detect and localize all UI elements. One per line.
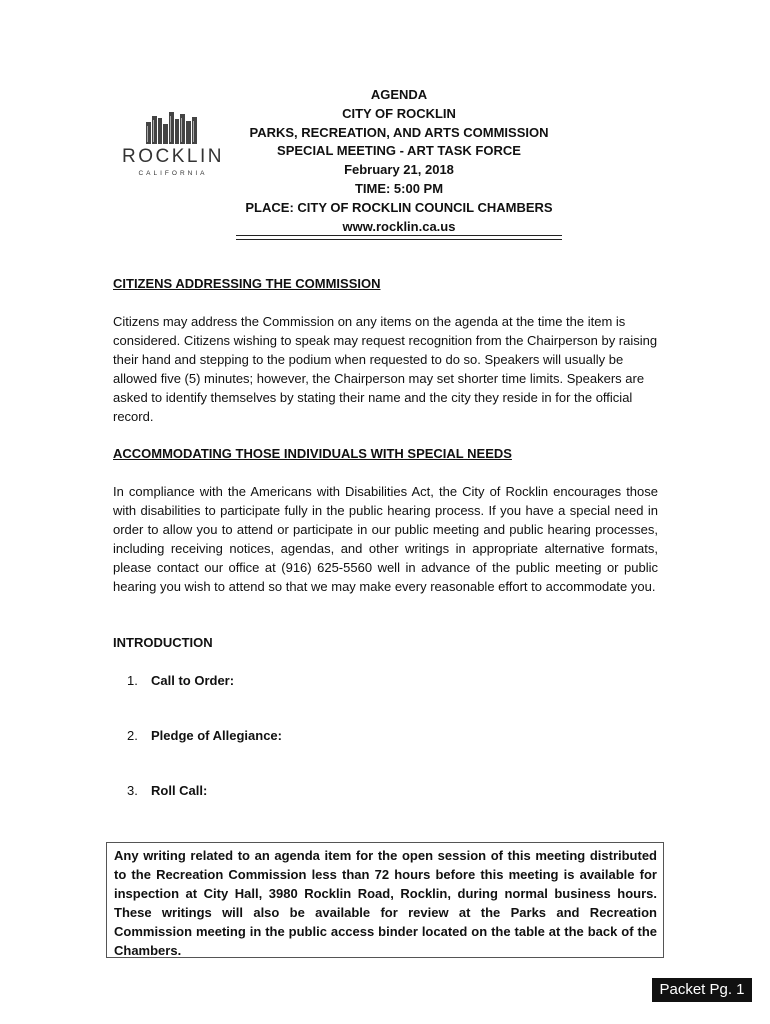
- meeting-place: PLACE: CITY OF ROCKLIN COUNCIL CHAMBERS: [245, 199, 553, 215]
- item-number: 3.: [127, 783, 138, 798]
- citizens-paragraph: Citizens may address the Commission on any items on the agenda at the time the item is considered. Citizens wishing to speak may request recognition from the Chairperson by raising their hand and stepping to the podium when requested to do so. Speakers will usually be allowed five (5) minutes; however, the Chairperson may set shorter time limits. Speakers are asked to identify themselves by stating their name and the city they reside in for the official record.: [113, 314, 658, 425]
- logo-subtitle: CALIFORNIA: [138, 170, 208, 177]
- item-number: 2.: [127, 728, 138, 743]
- agenda-header: [236, 86, 562, 236]
- public-records-notice: Any writing related to an agenda item for the open session of this meeting distributed to the Recreation Commission less than 72 hours before this meeting is available for inspection at City Hall, 3980 Rocklin Road, Rocklin, during normal business hours. These writings will also be available for review at the Parks and Recreation Commission meeting in the public access binder located on the table at the back of the Chambers.: [106, 842, 664, 958]
- website-link[interactable]: www.rocklin.ca.us: [342, 218, 456, 234]
- header-divider: [236, 235, 562, 236]
- agenda-item: [127, 728, 282, 743]
- meeting-date: February 21, 2018: [344, 162, 454, 178]
- item-number: 1.: [127, 673, 138, 688]
- agenda-item: [127, 673, 234, 688]
- city-name: CITY OF ROCKLIN: [342, 105, 456, 121]
- city-skyline-icon: [146, 110, 200, 144]
- item-label: Roll Call:: [151, 783, 208, 798]
- packet-page-badge: Packet Pg. 1: [652, 978, 752, 1002]
- item-label: Pledge of Allegiance:: [151, 728, 282, 743]
- special-needs-paragraph: In compliance with the Americans with Disabilities Act, the City of Rocklin encourages those with disabilities to participate fully in the public hearing process. If you have a special need in order to allow you to attend or participate in our public meeting and public hearing processes, including receiving notices, agendas, and other writings in appropriate alternative formats, please contact our office at (916) 625-5560 well in advance of the public meeting or public hearing you wish to attend so that we may make every reasonable effort to accommodate you.: [113, 484, 658, 595]
- item-label: Call to Order:: [151, 673, 235, 688]
- meeting-type: SPECIAL MEETING - ART TASK FORCE: [277, 143, 521, 159]
- logo-wordmark: ROCKLIN: [122, 146, 224, 167]
- agenda-item: [127, 783, 207, 798]
- special-needs-heading: ACCOMMODATING THOSE INDIVIDUALS WITH SPECIAL NEEDS: [113, 446, 512, 461]
- introduction-heading: INTRODUCTION: [113, 635, 213, 650]
- citizens-heading: CITIZENS ADDRESSING THE COMMISSION: [113, 276, 381, 291]
- commission-name: PARKS, RECREATION, AND ARTS COMMISSION: [249, 124, 549, 140]
- meeting-time: TIME: 5:00 PM: [354, 180, 444, 196]
- rocklin-logo: [118, 110, 228, 180]
- agenda-title: AGENDA: [370, 87, 428, 102]
- header-divider-secondary: [236, 239, 562, 240]
